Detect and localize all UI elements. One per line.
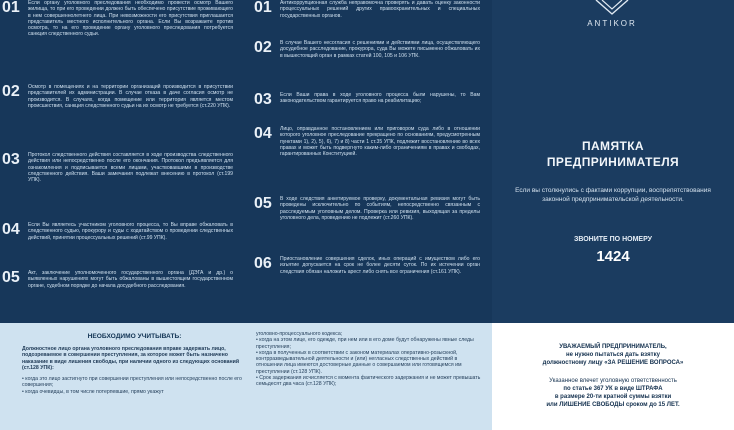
memo-panel bbox=[492, 0, 734, 323]
memo-title-line1: ПАМЯТКА bbox=[581, 139, 645, 153]
item-text: Акт, заключение уполномоченного государственного органа (ДЭГА и др.) о выявленных нарушениях могут быть обжалованы в вышестоящем государственном органе, судебном порядке до начала досудебного расследования. bbox=[28, 270, 233, 289]
left-item-3 bbox=[0, 152, 233, 183]
item-number: 01 bbox=[2, 0, 20, 16]
warning-line-3: должностному лицу «ЗА РЕШЕНИЕ ВОПРОСА» bbox=[542, 360, 684, 366]
item-number: 02 bbox=[254, 39, 272, 56]
mid-item-1 bbox=[252, 0, 480, 19]
left-item-1 bbox=[0, 0, 233, 38]
item-number: 03 bbox=[254, 91, 272, 108]
item-number: 05 bbox=[2, 269, 20, 286]
grounds-line: • когда в полученных в соответствии с законом материалах оперативно-розыскной, контрразведывательной деятельности и (или) негласных следственных действий в отношении лица имеются достоверные данные о совершаемом или готовящемся им преступлении (ст.128 УПК). bbox=[256, 349, 462, 375]
note-bullet-1: • когда это лицо застигнуто при совершении преступления или непосредственно после его совершения; bbox=[22, 376, 242, 389]
item-number: 06 bbox=[254, 255, 272, 272]
grounds-line: уголовно-процессуального кодекса; bbox=[256, 331, 343, 337]
warning-line-7: или ЛИШЕНИЕ СВОБОДЫ сроком до 15 ЛЕТ. bbox=[546, 402, 680, 408]
warning-box bbox=[492, 323, 734, 430]
note-heading: НЕОБХОДИМО УЧИТЫВАТЬ: bbox=[87, 333, 182, 340]
call-label: ЗВОНИТЕ ПО НОМЕРУ bbox=[573, 236, 653, 243]
item-text: Антикоррупционная служба неправомочна проверять и давать оценку законности процессуальных решений других правоохранительных и специальных государственных органов. bbox=[280, 0, 480, 19]
phone-number[interactable]: 1424 bbox=[596, 248, 630, 265]
detention-grounds-column bbox=[256, 331, 482, 388]
warning-line-4: Указанное влечет уголовную ответственность bbox=[549, 378, 677, 384]
antikor-emblem-icon bbox=[592, 0, 632, 18]
antikor-logo bbox=[577, 0, 647, 28]
item-number: 04 bbox=[254, 125, 272, 142]
mid-item-4 bbox=[252, 126, 480, 157]
item-text: Если органу уголовного преследования необходимо провести осмотр Вашего жилища, то при его проведении должно быть обеспечено присутствие проживающего в нем совершеннолетнего лица. При невозможности его присутствия приглашается представитель местного исполнительного органа. Если Вы возражаете против осмотра, то на его проведение органу уголовного преследования потребуется санкция следственного судьи. bbox=[28, 0, 233, 38]
memo-subtitle: Если вы столкнулись с фактами коррупции, воспрепятствования законной предпринимательской деятельности. bbox=[515, 187, 711, 203]
item-text: В ходе следствия анкетируемое проверку, документальная ревизия могут быть проведены исключительно по событиям, непосредственно связанным с расследуемым уголовным делом. Проверка или ревизия, выходящая за пределы уголовного дела, проведению не подлежит (ст.260 УПК). bbox=[280, 196, 480, 221]
left-item-4 bbox=[0, 222, 233, 241]
note-column bbox=[22, 333, 247, 395]
item-number: 01 bbox=[254, 0, 272, 16]
item-number: 05 bbox=[254, 195, 272, 212]
memo-title-line2: ПРЕДПРИНИМАТЕЛЯ bbox=[546, 155, 680, 169]
item-text: В случае Вашего несогласия с решениями и действиями лица, осуществляющего досудебное расследование, прокурора, суда Вы можете письменно обжаловать их в вышестоящий орган в рамках статей 100, 105 и 106 УПК. bbox=[280, 40, 480, 59]
left-item-2 bbox=[0, 84, 233, 109]
warning-line-2: не нужно пытаться дать взятку bbox=[566, 352, 660, 358]
item-text: Если Ваши права в ходе уголовного процесса были нарушены, то Вам законодательством гарантируется право на реабилитацию; bbox=[280, 92, 480, 105]
bottom-section bbox=[0, 323, 734, 430]
item-number: 03 bbox=[2, 151, 20, 168]
note-bullet-2: • когда очевидцы, в том числе потерпевшие, прямо укажут bbox=[22, 388, 164, 395]
grounds-line: • когда на этом лице, его одежде, при нем или в его доме будут обнаружены явные следы преступления; bbox=[256, 337, 474, 350]
brand-name: ANTIKOR bbox=[587, 19, 637, 28]
note-bold-text: Должностное лицо органа уголовного преследования вправе задержать лицо, подозреваемое в совершении преступления, за которое может быть назначено наказание в виде лишения свободы, при наличии одного из следующих оснований (ст.128 УПК): bbox=[22, 346, 240, 371]
mid-item-6 bbox=[252, 256, 480, 275]
item-text: Приостановление совершения сделок, иных операций с имуществом либо его изъятие допускается на срок не более десяти суток. По их истечении орган следствия обязан наложить арест либо снять все ограничения (ст.161 УПК). bbox=[280, 256, 480, 275]
item-text: Лицо, оправданное постановлением или приговором суда либо в отношении которого уголовное преследование прекращено по основаниям, предусмотренным пунктами 1), 2), 5), 6), 7) и 8) части 1 ст.35 УПК, подлежит восстановлению во всех правах и может быть подвергнуто каким-либо ограничениям в правах и свободах, гарантированных Конституцией. bbox=[280, 126, 480, 158]
left-item-5 bbox=[0, 270, 233, 289]
mid-item-5 bbox=[252, 196, 480, 221]
warning-line-5: по статье 367 УК в виде ШТРАФА bbox=[563, 386, 663, 392]
warning-line-6: в размере 20-ти кратной суммы взятки bbox=[554, 394, 672, 400]
item-number: 02 bbox=[2, 83, 20, 100]
warning-line-1: УВАЖАЕМЫЙ ПРЕДПРИНИМАТЕЛЬ, bbox=[559, 344, 667, 350]
item-text: Осмотр в помещениях и на территории организаций производится в присутствии представителей их администрации. В случае отказа в даче согласия осмотр не производится. В случаях, когда помещение или территория является местом происшествия, санкция следственного судьи на их осмотр не требуется (ст.220 УПК). bbox=[28, 84, 233, 109]
grounds-line: • Срок задержания исчисляется с момента фактического задержания и не может превышать семьдесят два часа (ст.128 УПК); bbox=[256, 375, 481, 388]
item-number: 04 bbox=[2, 221, 20, 238]
item-text: Если Вы являетесь участником уголовного процесса, то Вы вправе обжаловать в следственного судью, прокурору и суды с ходатайством о проведении следственных действий, принятии процессуальных решений (ст.99 УПК). bbox=[28, 222, 233, 241]
memo-title bbox=[492, 138, 734, 170]
mid-item-2 bbox=[252, 40, 480, 59]
item-text: Протокол следственного действия составляется в ходе производства следственного действия или непосредственно после его окончания. Протокол предъявляется для ознакомления и подписывается всеми лицами, участвовавшими в производстве следственного действия. Ваши замечания подлежат внесению в протокол (ст.199 УПК). bbox=[28, 152, 233, 184]
mid-item-3 bbox=[252, 92, 480, 108]
